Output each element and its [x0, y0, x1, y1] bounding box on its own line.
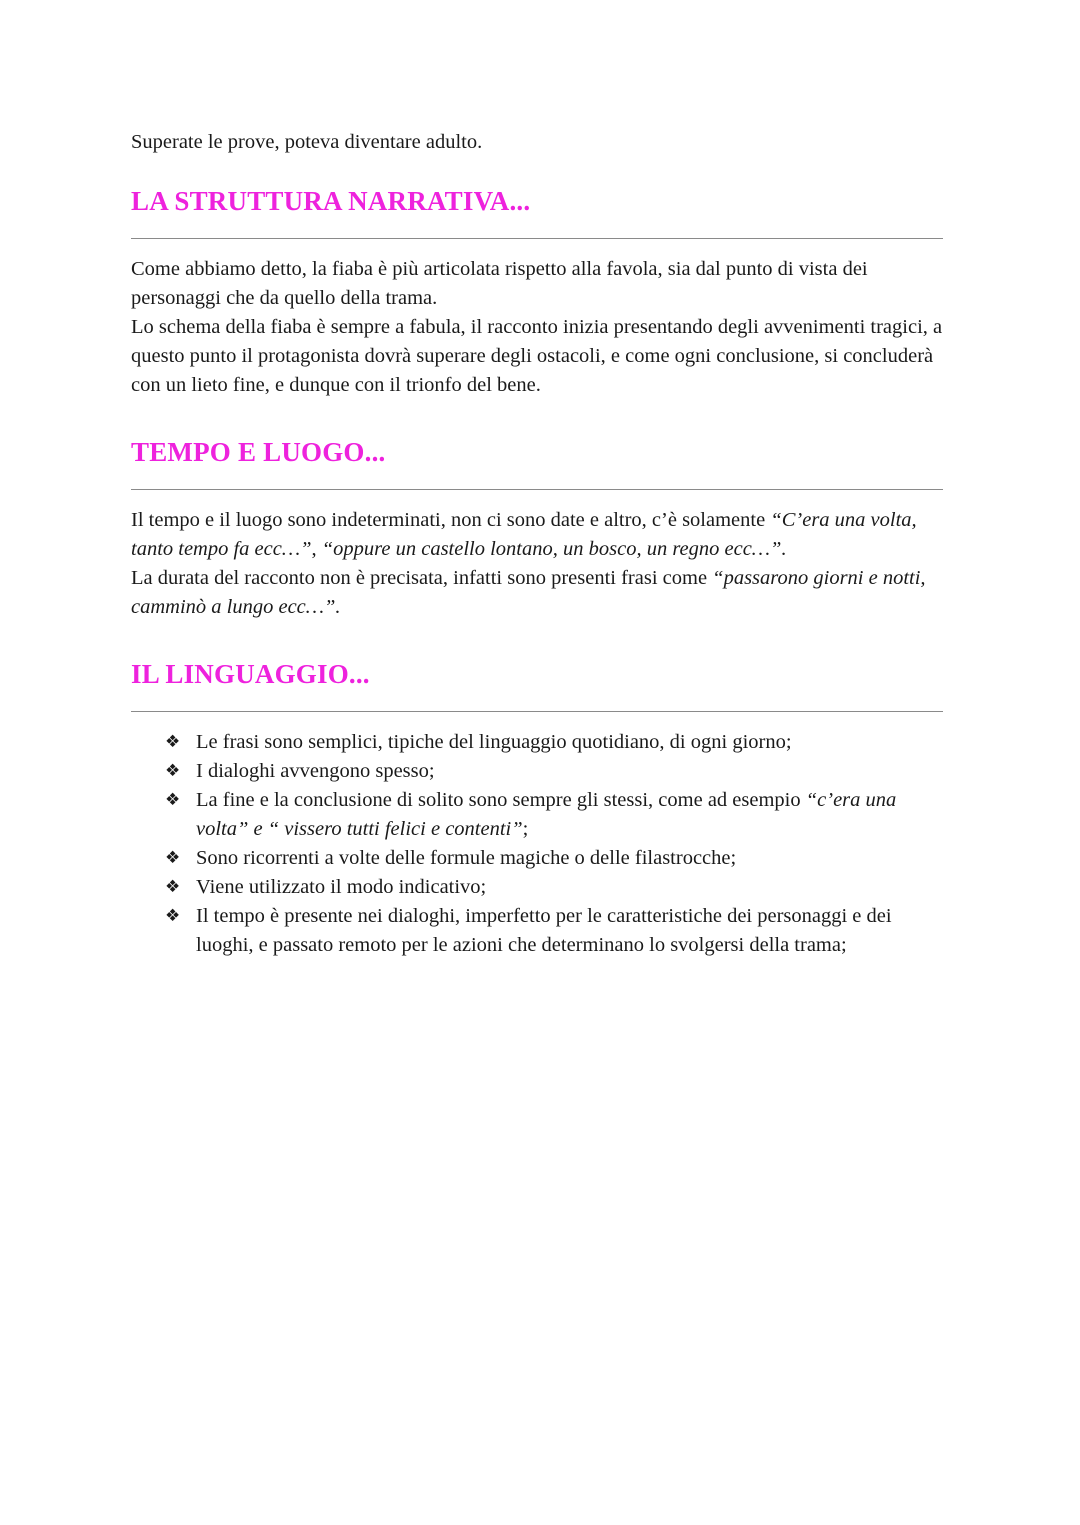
list-item [165, 873, 943, 902]
paragraph: Lo schema della fiaba è sempre a fabula, il racconto inizia presentando degli avvenimenti tragici, a questo punto il protagonista dovrà superare degli ostacoli, e come ogni conclusione, si concluderà con un lieto fine, e dunque con il trionfo del bene. [131, 316, 943, 396]
list-item [165, 757, 943, 786]
section-divider [131, 238, 943, 239]
list-item [165, 902, 943, 960]
section-divider [131, 711, 943, 712]
list-item-text: Il tempo è presente nei dialoghi, imperfetto per le caratteristiche dei personaggi e dei luoghi, e passato remoto per le azioni che determinano lo svolgersi della trama; [196, 905, 892, 956]
section-divider [131, 489, 943, 490]
diamond-bullet-icon: ❖ [165, 761, 181, 781]
section-struttura-narrativa [131, 183, 943, 400]
list-item-text: Le frasi sono semplici, tipiche del linguaggio quotidiano, di ogni giorno; [196, 731, 792, 753]
quote: “c’era una volta” e “ vissero tutti felici e contenti” [196, 789, 897, 840]
section-title: LA STRUTTURA NARRATIVA... [131, 186, 531, 216]
separator: , [311, 538, 322, 560]
list-item-end: ; [522, 818, 529, 840]
quote: “C’era una volta, tanto tempo fa ecc…” [131, 509, 917, 560]
diamond-bullet-icon: ❖ [165, 790, 181, 810]
diamond-bullet-icon: ❖ [165, 906, 181, 926]
diamond-bullet-icon: ❖ [165, 732, 181, 752]
list-item [165, 844, 943, 873]
list-item [165, 786, 943, 844]
document-page [131, 128, 943, 994]
intro-line: Superate le prove, poteva diventare adulto. [131, 131, 483, 153]
section-linguaggio [131, 656, 943, 960]
quote: “oppure un castello lontano, un bosco, un regno ecc…”. [321, 538, 787, 560]
section-title: TEMPO E LUOGO... [131, 437, 386, 467]
diamond-bullet-icon: ❖ [165, 877, 181, 897]
paragraph-text: La durata del racconto non è precisata, infatti sono presenti frasi come [131, 567, 713, 589]
list-item-text: Viene utilizzato il modo indicativo; [196, 876, 487, 898]
list-item-text: Sono ricorrenti a volte delle formule magiche o delle filastrocche; [196, 847, 737, 869]
section-title: IL LINGUAGGIO... [131, 659, 370, 689]
paragraph [131, 564, 943, 622]
paragraph-text: Il tempo e il luogo sono indeterminati, non ci sono date e altro, c’è solamente [131, 509, 771, 531]
quote: “passarono giorni e notti, camminò a lungo ecc…”. [131, 567, 926, 618]
paragraph: Come abbiamo detto, la fiaba è più articolata rispetto alla favola, sia dal punto di vista dei personaggi che da quello della trama. [131, 258, 868, 309]
paragraph [131, 506, 943, 564]
list-item-text: I dialoghi avvengono spesso; [196, 760, 435, 782]
section-tempo-e-luogo [131, 434, 943, 622]
list-item [165, 728, 943, 757]
list-item-text: La fine e la conclusione di solito sono sempre gli stessi, come ad esempio [196, 789, 806, 811]
diamond-bullet-icon: ❖ [165, 848, 181, 868]
bullet-list [131, 728, 943, 960]
